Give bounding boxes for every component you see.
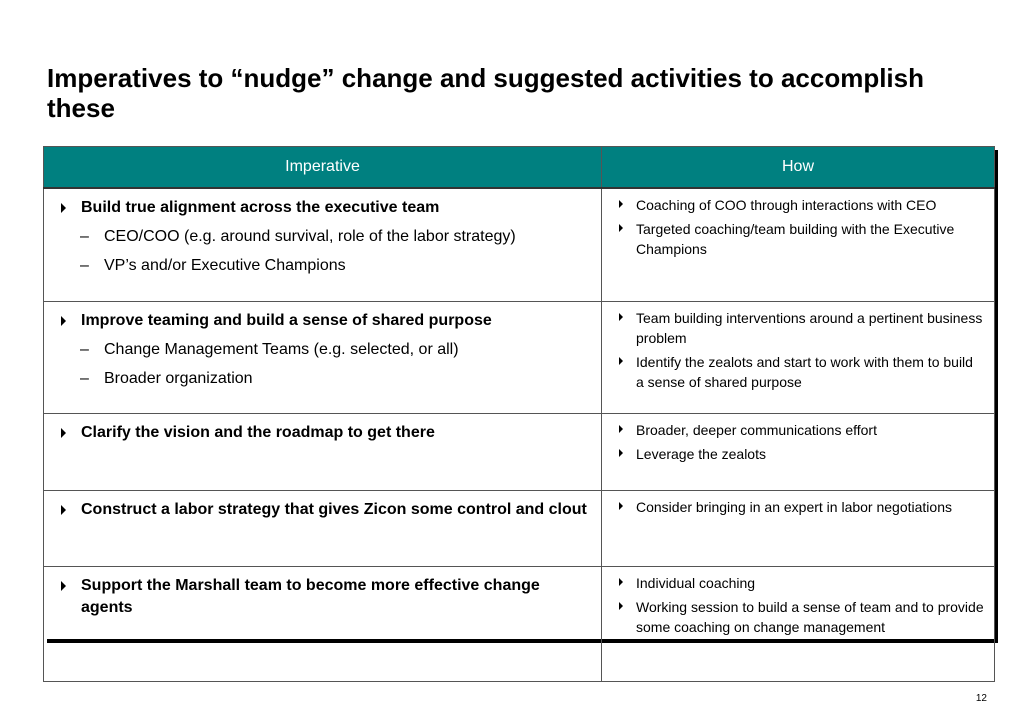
sub-item-text: Change Management Teams (e.g. selected, or all) — [104, 341, 459, 358]
triangle-bullet-icon — [61, 505, 66, 515]
how-item — [616, 195, 984, 215]
imperative-text: Support the Marshall team to become more effective change agents — [81, 577, 540, 616]
table-row — [44, 302, 995, 414]
table-row — [44, 414, 995, 491]
triangle-bullet-icon — [619, 502, 623, 510]
how-item — [616, 497, 984, 517]
how-item — [616, 420, 984, 440]
triangle-bullet-icon — [619, 449, 623, 457]
page-number: 12 — [975, 693, 987, 704]
how-item — [616, 352, 984, 392]
how-item — [616, 573, 984, 593]
page-title: Imperatives to “nudge” change and suggested activities to accomplish these — [47, 63, 924, 123]
how-text: Broader, deeper communications effort — [636, 422, 877, 438]
how-cell — [602, 567, 995, 682]
imperative-item — [58, 197, 591, 219]
how-item — [616, 308, 984, 348]
table-row — [44, 188, 995, 302]
sub-item-text: Broader organization — [104, 370, 253, 387]
how-item — [616, 219, 984, 259]
sub-item-text: VP’s and/or Executive Champions — [104, 257, 346, 274]
imperative-item — [58, 310, 591, 332]
table-row — [44, 491, 995, 567]
how-text: Leverage the zealots — [636, 446, 766, 462]
how-text: Team building interventions around a pertinent business problem — [636, 310, 983, 346]
triangle-bullet-icon — [619, 357, 623, 365]
sub-item — [58, 339, 591, 361]
imperative-text: Construct a labor strategy that gives Zicon some control and clout — [81, 501, 587, 518]
imperative-item — [58, 422, 591, 444]
table-row — [44, 567, 995, 682]
imperative-cell — [44, 188, 602, 302]
how-cell — [602, 188, 995, 302]
sub-item — [58, 368, 591, 390]
how-item — [616, 597, 984, 637]
how-item — [616, 444, 984, 464]
imperative-cell — [44, 567, 602, 682]
header-how: How — [602, 147, 995, 189]
how-text: Targeted coaching/team building with the Executive Champions — [636, 221, 955, 257]
dash-bullet: – — [80, 228, 89, 245]
imperative-text: Build true alignment across the executive team — [81, 199, 440, 216]
imperative-cell — [44, 491, 602, 567]
triangle-bullet-icon — [619, 425, 623, 433]
how-text: Working session to build a sense of team and to provide some coaching on change management — [636, 599, 984, 635]
imperative-item — [58, 575, 591, 619]
header-imperative: Imperative — [44, 147, 602, 189]
sub-item — [58, 226, 591, 248]
how-text: Consider bringing in an expert in labor negotiations — [636, 499, 952, 515]
triangle-bullet-icon — [619, 200, 623, 208]
triangle-bullet-icon — [61, 428, 66, 438]
triangle-bullet-icon — [619, 602, 623, 610]
dash-bullet: – — [80, 370, 89, 387]
imperatives-table — [43, 146, 994, 639]
dash-bullet: – — [80, 257, 89, 274]
triangle-bullet-icon — [61, 203, 66, 213]
how-text: Coaching of COO through interactions with CEO — [636, 197, 937, 213]
imperative-cell — [44, 414, 602, 491]
triangle-bullet-icon — [619, 578, 623, 586]
triangle-bullet-icon — [619, 224, 623, 232]
how-text: Identify the zealots and start to work with them to build a sense of shared purpose — [636, 354, 973, 390]
how-cell — [602, 414, 995, 491]
triangle-bullet-icon — [61, 581, 66, 591]
imperative-text: Improve teaming and build a sense of shared purpose — [81, 312, 492, 329]
imperative-item — [58, 499, 591, 521]
sub-item-text: CEO/COO (e.g. around survival, role of the labor strategy) — [104, 228, 516, 245]
imperative-cell — [44, 302, 602, 414]
how-text: Individual coaching — [636, 575, 756, 591]
how-cell — [602, 302, 995, 414]
triangle-bullet-icon — [619, 313, 623, 321]
sub-item — [58, 255, 591, 277]
triangle-bullet-icon — [61, 316, 66, 326]
how-cell — [602, 491, 995, 567]
dash-bullet: – — [80, 341, 89, 358]
imperative-text: Clarify the vision and the roadmap to get there — [81, 424, 435, 441]
